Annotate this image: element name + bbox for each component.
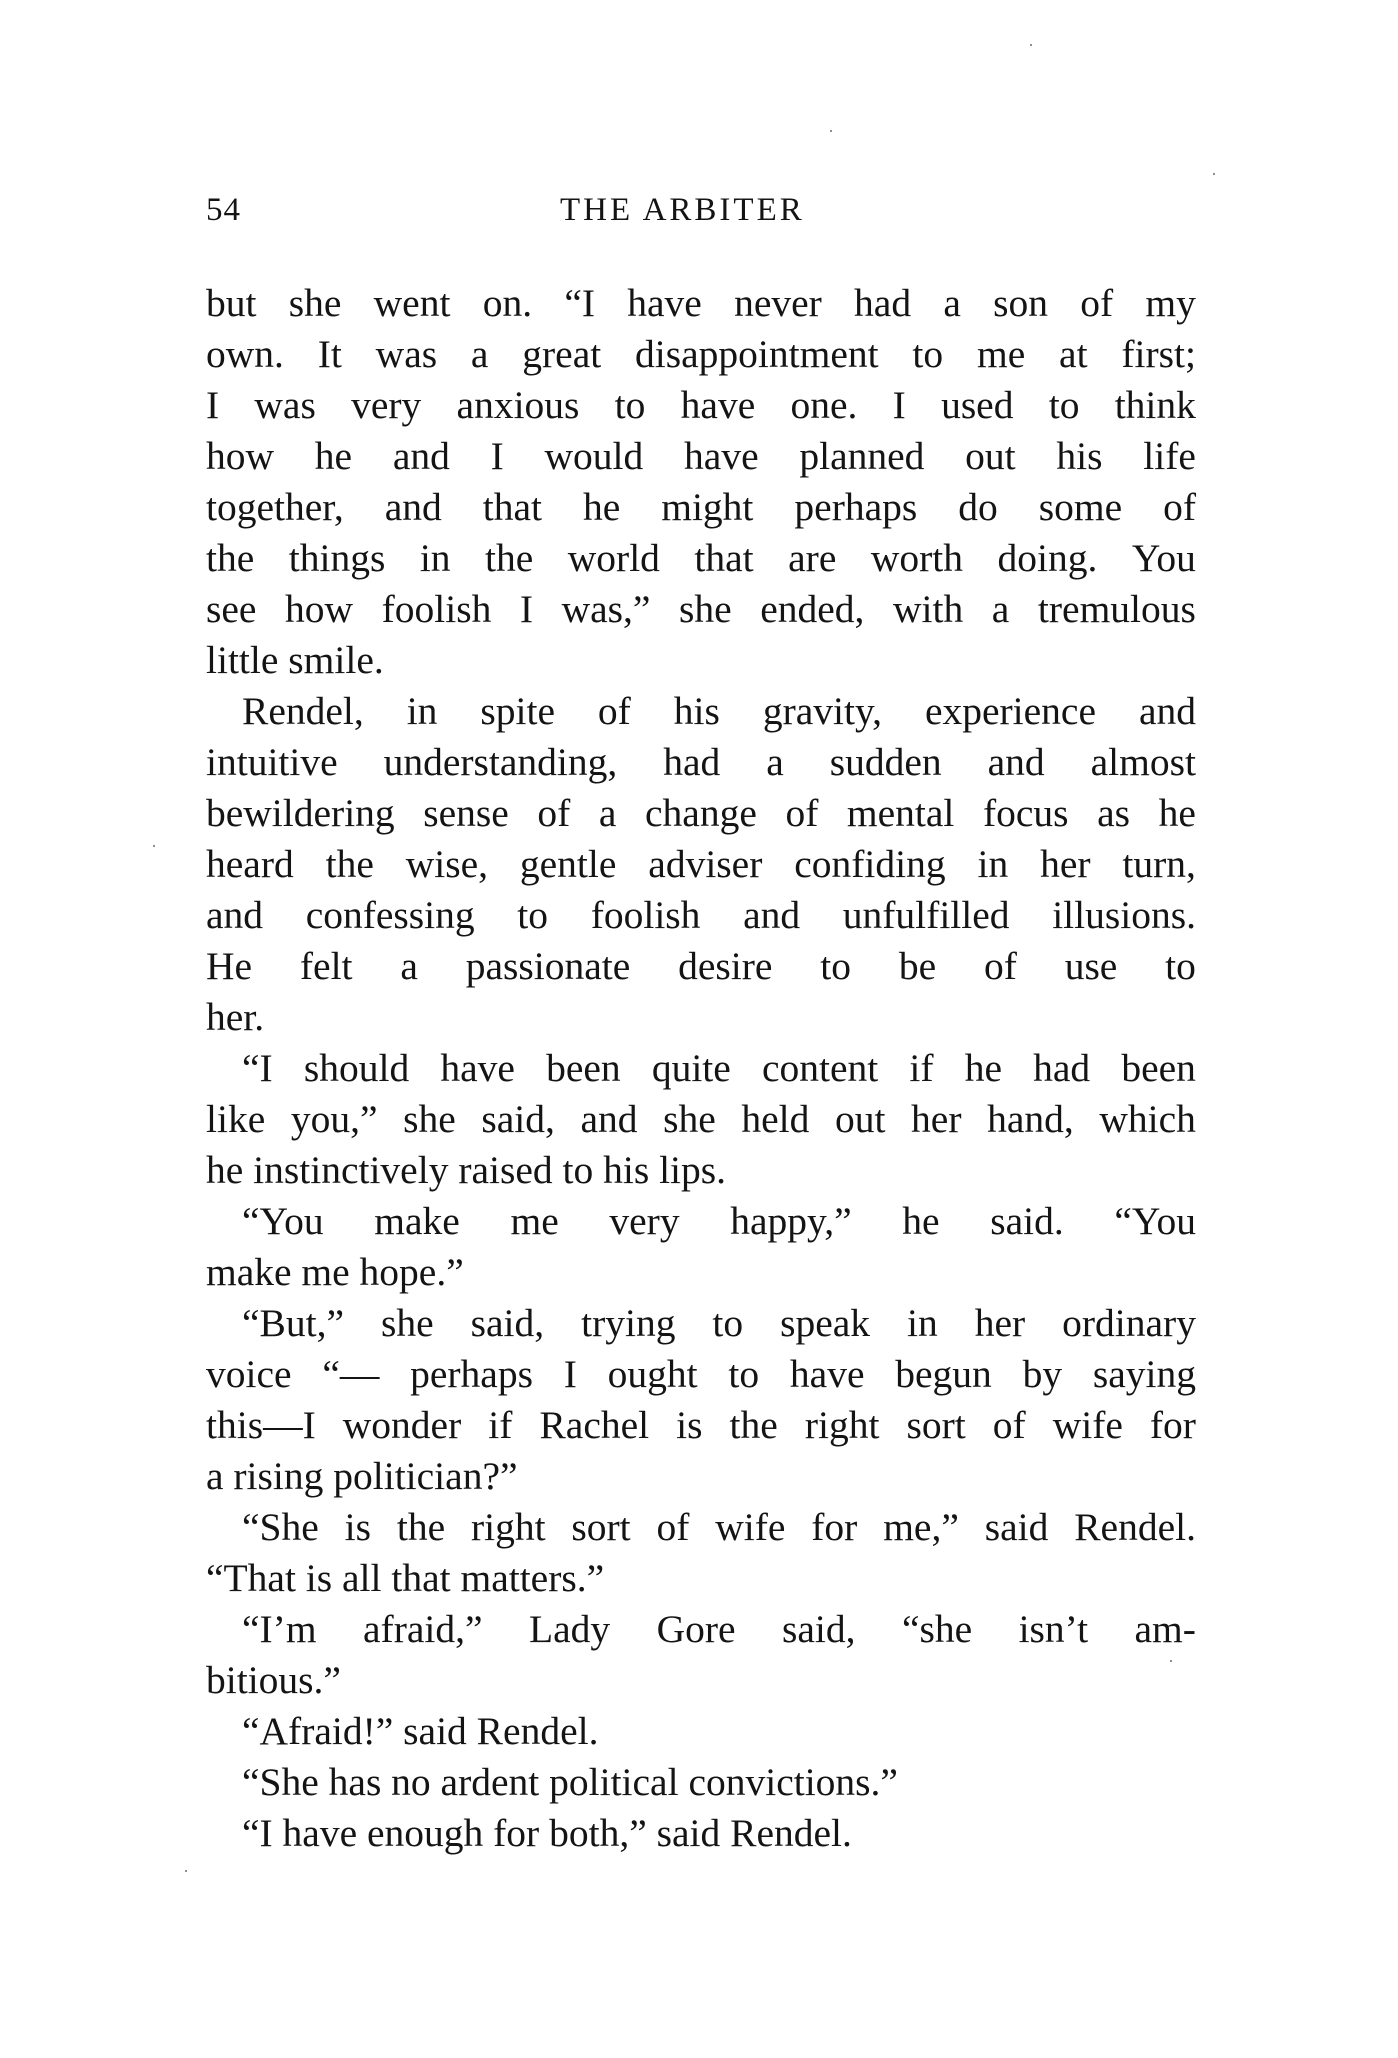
word: used xyxy=(941,383,1014,427)
word: together, xyxy=(206,485,344,529)
word: of xyxy=(983,944,1017,988)
word: a xyxy=(470,332,489,376)
word: He xyxy=(206,944,253,988)
word: afraid,” xyxy=(363,1607,483,1651)
word: hand, xyxy=(987,1097,1074,1141)
word: anxious xyxy=(456,383,580,427)
word: she xyxy=(403,1097,456,1141)
word: disappointment xyxy=(635,332,879,376)
word: “— xyxy=(322,1352,380,1396)
word: “You xyxy=(1114,1199,1196,1243)
text-line xyxy=(206,1094,1196,1145)
word: at xyxy=(1059,332,1088,376)
word: of xyxy=(785,791,819,835)
word: if xyxy=(488,1403,513,1447)
word: by xyxy=(1022,1352,1063,1396)
word: understanding, xyxy=(383,740,618,784)
line-text: “Afraid!” said Rendel. xyxy=(242,1709,599,1753)
word: for xyxy=(811,1505,858,1549)
word: might xyxy=(661,485,754,529)
word: in xyxy=(406,689,438,733)
word: “I xyxy=(242,1046,273,1090)
word: great xyxy=(522,332,602,376)
word: was xyxy=(375,332,438,376)
word: she xyxy=(679,587,732,631)
paper-speck xyxy=(830,130,832,132)
word: I xyxy=(563,1352,577,1396)
word: the xyxy=(485,536,534,580)
word: gravity, xyxy=(762,689,883,733)
word: her xyxy=(911,1097,962,1141)
paper-speck xyxy=(1213,173,1215,175)
word: isn’t xyxy=(1018,1607,1089,1651)
text-line xyxy=(206,1808,1196,1859)
word: with xyxy=(893,587,964,631)
text-line xyxy=(206,533,1196,584)
text-line xyxy=(206,1502,1196,1553)
text-line xyxy=(206,1196,1196,1247)
line-text: make me hope.” xyxy=(206,1250,464,1294)
word: is xyxy=(344,1505,371,1549)
page-header xyxy=(206,192,1206,242)
text-line xyxy=(206,1604,1196,1655)
word: to xyxy=(1165,944,1196,988)
word: heard xyxy=(206,842,294,886)
word: in xyxy=(977,842,1009,886)
text-line xyxy=(206,839,1196,890)
word: and xyxy=(987,740,1045,784)
word: this—I xyxy=(206,1403,316,1447)
word: first; xyxy=(1121,332,1196,376)
text-line xyxy=(206,1553,1196,1604)
word: the xyxy=(729,1403,778,1447)
word: in xyxy=(419,536,451,580)
word: sort xyxy=(571,1505,631,1549)
line-text: bitious.” xyxy=(206,1658,341,1702)
word: experience xyxy=(924,689,1096,733)
word: of xyxy=(1080,281,1114,325)
word: begun xyxy=(895,1352,992,1396)
word: me xyxy=(510,1199,559,1243)
word: out xyxy=(965,434,1016,478)
text-line xyxy=(206,992,1196,1043)
word: Rendel. xyxy=(1074,1505,1196,1549)
text-line xyxy=(206,1655,1196,1706)
word: to xyxy=(517,893,549,937)
word: have xyxy=(440,1046,515,1090)
word: wise, xyxy=(405,842,489,886)
word: never xyxy=(734,281,822,325)
word: life xyxy=(1143,434,1196,478)
text-line xyxy=(206,329,1196,380)
word: “You xyxy=(242,1199,324,1243)
word: said, xyxy=(781,1607,856,1651)
text-line xyxy=(206,1298,1196,1349)
text-line xyxy=(206,635,1196,686)
word: wife xyxy=(1052,1403,1123,1447)
word: I xyxy=(490,434,504,478)
word: I xyxy=(892,383,906,427)
word: confessing xyxy=(305,893,475,937)
word: was xyxy=(254,383,316,427)
word: of xyxy=(656,1505,690,1549)
word: he xyxy=(964,1046,1002,1090)
word: foolish xyxy=(381,587,492,631)
word: one. xyxy=(790,383,858,427)
word: her xyxy=(1040,842,1091,886)
word: to xyxy=(712,1301,744,1345)
word: I xyxy=(206,383,220,427)
word: confiding xyxy=(794,842,946,886)
word: been xyxy=(1121,1046,1196,1090)
word: am- xyxy=(1134,1607,1196,1651)
word: trying xyxy=(581,1301,676,1345)
word: have xyxy=(680,383,756,427)
word: have xyxy=(684,434,759,478)
line-text: “That is all that matters.” xyxy=(206,1556,605,1600)
word: things xyxy=(288,536,386,580)
word: own. xyxy=(206,332,284,376)
word: said. xyxy=(990,1199,1064,1243)
word: very xyxy=(351,383,422,427)
word: quite xyxy=(651,1046,731,1090)
word: You xyxy=(1131,536,1196,580)
word: a xyxy=(598,791,617,835)
word: “But,” xyxy=(242,1301,345,1345)
text-line xyxy=(206,1706,1196,1757)
word: in xyxy=(907,1301,938,1345)
word: how xyxy=(285,587,354,631)
word: out xyxy=(834,1097,886,1141)
body-text xyxy=(206,278,1196,1859)
word: is xyxy=(676,1403,703,1447)
word: said xyxy=(984,1505,1049,1549)
line-text: “She has no ardent political convictions.” xyxy=(242,1760,898,1804)
word: speak xyxy=(780,1301,871,1345)
text-line xyxy=(206,431,1196,482)
word: me xyxy=(976,332,1026,376)
word: wife xyxy=(715,1505,786,1549)
word: bewildering xyxy=(206,791,395,835)
word: ought xyxy=(607,1352,698,1396)
text-line xyxy=(206,1757,1196,1808)
word: if xyxy=(909,1046,934,1090)
word: intuitive xyxy=(206,740,338,784)
word: mental xyxy=(846,791,955,835)
word: saying xyxy=(1092,1352,1196,1396)
word: for xyxy=(1149,1403,1196,1447)
word: held xyxy=(741,1097,810,1141)
word: planned xyxy=(799,434,925,478)
word: Rendel, xyxy=(242,689,364,733)
word: and xyxy=(743,893,801,937)
paper-speck xyxy=(185,1870,187,1872)
text-line xyxy=(206,380,1196,431)
word: Gore xyxy=(656,1607,736,1651)
word: “I’m xyxy=(242,1607,317,1651)
text-line xyxy=(206,278,1196,329)
word: ordinary xyxy=(1062,1301,1196,1345)
text-line xyxy=(206,890,1196,941)
word: to xyxy=(912,332,944,376)
text-line xyxy=(206,941,1196,992)
word: which xyxy=(1099,1097,1196,1141)
word: would xyxy=(544,434,644,478)
word: said, xyxy=(470,1301,545,1345)
page-number: 54 xyxy=(206,192,241,228)
text-line xyxy=(206,737,1196,788)
word: world xyxy=(567,536,660,580)
word: he xyxy=(314,434,353,478)
word: focus xyxy=(983,791,1069,835)
word: sudden xyxy=(829,740,942,784)
word: his xyxy=(673,689,720,733)
text-line xyxy=(206,1349,1196,1400)
word: passionate xyxy=(465,944,631,988)
word: and xyxy=(384,485,442,529)
word: “I xyxy=(564,281,595,325)
word: sense xyxy=(423,791,509,835)
word: he xyxy=(582,485,621,529)
word: he xyxy=(1158,791,1196,835)
word: to xyxy=(1048,383,1080,427)
word: do xyxy=(958,485,998,529)
word: perhaps xyxy=(794,485,918,529)
word: foolish xyxy=(590,893,701,937)
word: her xyxy=(974,1301,1026,1345)
word: perhaps xyxy=(410,1352,533,1396)
word: to xyxy=(820,944,851,988)
word: think xyxy=(1114,383,1196,427)
word: wonder xyxy=(342,1403,462,1447)
word: a xyxy=(991,587,1010,631)
word: Lady xyxy=(528,1607,611,1651)
word: see xyxy=(206,587,257,631)
word: the xyxy=(396,1505,446,1549)
word: of xyxy=(1163,485,1196,529)
word: that xyxy=(694,536,754,580)
word: have xyxy=(789,1352,865,1396)
text-line xyxy=(206,1247,1196,1298)
word: happy,” xyxy=(730,1199,852,1243)
word: on. xyxy=(482,281,533,325)
word: his xyxy=(1056,434,1103,478)
word: almost xyxy=(1090,740,1196,784)
word: have xyxy=(627,281,702,325)
word: son xyxy=(993,281,1049,325)
word: unfulfilled xyxy=(842,893,1010,937)
word: of xyxy=(992,1403,1026,1447)
text-line xyxy=(206,686,1196,737)
word: voice xyxy=(206,1352,292,1396)
word: ended, xyxy=(760,587,865,631)
word: she xyxy=(663,1097,716,1141)
word: to xyxy=(614,383,646,427)
word: and xyxy=(206,893,264,937)
word: you,” xyxy=(290,1097,378,1141)
word: spite xyxy=(480,689,555,733)
word: said, xyxy=(481,1097,555,1141)
word: but xyxy=(206,281,257,325)
word: It xyxy=(317,332,342,376)
word: had xyxy=(1033,1046,1091,1090)
word: went xyxy=(373,281,451,325)
word: me,” xyxy=(883,1505,959,1549)
line-text: a rising politician?” xyxy=(206,1454,518,1498)
word: a xyxy=(400,944,418,988)
word: had xyxy=(663,740,721,784)
word: was,” xyxy=(561,587,651,631)
word: right xyxy=(804,1403,880,1447)
word: are xyxy=(788,536,837,580)
word: felt xyxy=(299,944,353,988)
word: he xyxy=(902,1199,940,1243)
text-line xyxy=(206,788,1196,839)
word: a xyxy=(766,740,784,784)
word: desire xyxy=(678,944,773,988)
word: had xyxy=(854,281,912,325)
text-line xyxy=(206,482,1196,533)
word: my xyxy=(1145,281,1196,325)
word: gentle xyxy=(519,842,617,886)
word: turn, xyxy=(1122,842,1196,886)
word: right xyxy=(470,1505,546,1549)
word: doing. xyxy=(997,536,1098,580)
word: the xyxy=(325,842,374,886)
line-text: little smile. xyxy=(206,638,384,682)
word: to xyxy=(728,1352,760,1396)
word: as xyxy=(1097,791,1131,835)
word: that xyxy=(482,485,542,529)
word: Rachel xyxy=(539,1403,650,1447)
word: make xyxy=(374,1199,460,1243)
word: worth xyxy=(870,536,963,580)
line-text: he instinctively raised to his lips. xyxy=(206,1148,727,1192)
paper-speck xyxy=(1170,1660,1172,1662)
word: and xyxy=(580,1097,638,1141)
text-line xyxy=(206,584,1196,635)
word: the xyxy=(206,536,255,580)
word: she xyxy=(288,281,342,325)
running-title: THE ARBITER xyxy=(560,192,805,228)
word: and xyxy=(1138,689,1196,733)
word: a xyxy=(943,281,961,325)
paper-speck xyxy=(153,845,155,847)
text-line xyxy=(206,1145,1196,1196)
text-line xyxy=(206,1400,1196,1451)
word: content xyxy=(761,1046,879,1090)
word: illusions. xyxy=(1052,893,1196,937)
word: how xyxy=(206,434,275,478)
word: change xyxy=(645,791,757,835)
line-text: her. xyxy=(206,995,265,1039)
word: I xyxy=(519,587,534,631)
word: be xyxy=(898,944,937,988)
word: tremulous xyxy=(1037,587,1196,631)
word: she xyxy=(380,1301,434,1345)
word: and xyxy=(392,434,450,478)
word: use xyxy=(1064,944,1118,988)
word: of xyxy=(597,689,631,733)
text-line xyxy=(206,1451,1196,1502)
word: very xyxy=(609,1199,680,1243)
word: “she xyxy=(901,1607,973,1651)
word: adviser xyxy=(648,842,763,886)
line-text: “I have enough for both,” said Rendel. xyxy=(242,1811,852,1855)
word: of xyxy=(537,791,571,835)
paper-speck xyxy=(1030,44,1032,46)
word: some xyxy=(1038,485,1123,529)
text-line xyxy=(206,1043,1196,1094)
word: sort xyxy=(906,1403,966,1447)
word: been xyxy=(546,1046,621,1090)
word: “She xyxy=(242,1505,319,1549)
word: should xyxy=(303,1046,410,1090)
word: like xyxy=(206,1097,266,1141)
